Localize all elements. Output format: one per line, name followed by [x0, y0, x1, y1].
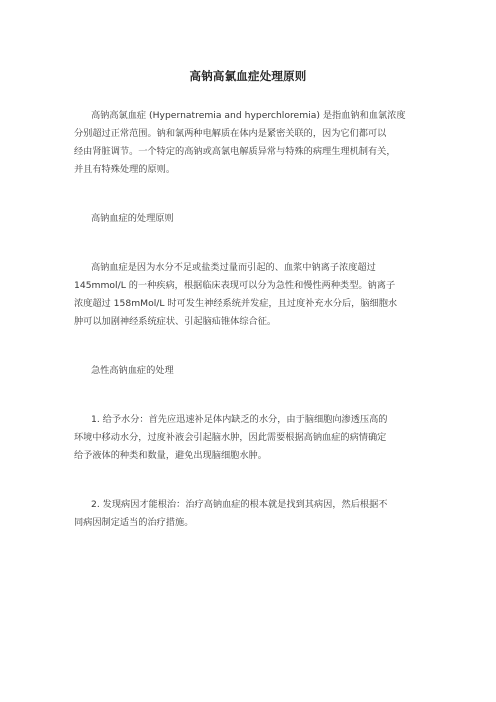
item1-line-1: 1. 给予水分：首先应迅速补足体内缺乏的水分，由于脑细胞向渗透压高的: [91, 414, 388, 425]
section1-line-4: 肿可以加剧神经系统症状、引起脑疝锥体综合征。: [74, 316, 277, 327]
intro-line-3: 经由肾脏调节。一个特定的高钠或高氯电解质异常与特殊的病理生理机制有关，: [74, 146, 396, 157]
section1-line-2: 145mmol/L 的一种疾病，根据临床表现可以分为急性和慢性两种类型。钠离子: [74, 280, 396, 291]
intro-line-1: 高钠高氯血症 (Hypernatremia and hyperchloremia) 是指血钠和血氯浓度: [91, 110, 406, 121]
item2-line-1: 2. 发现病因才能根治：治疗高钠血症的根本就是找到其病因，然后根据不: [91, 499, 388, 510]
section1-line-1: 高钠血症是因为水分不足或盐类过量而引起的、血浆中钠离子浓度超过: [91, 262, 376, 273]
item2-line-2: 同病因制定适当的治疗措施。: [74, 517, 194, 528]
document-title: 高钠高氯血症处理原则: [189, 69, 307, 83]
intro-line-2: 分别超过正常范围。钠和氯两种电解质在体内是紧密关联的，因为它们都可以: [74, 128, 387, 139]
section-heading-hypernatremia-principles: 高钠血症的处理原则: [91, 213, 174, 224]
intro-line-4: 并且有特殊处理的原则。: [74, 164, 176, 175]
section-heading-acute-treatment: 急性高钠血症的处理: [91, 365, 174, 376]
item1-line-2: 环境中移动水分，过度补液会引起脑水肿，因此需要根据高钠血症的病情确定: [74, 432, 387, 443]
section1-line-3: 浓度超过 158mMol/L 时可发生神经系统并发症，且过度补充水分后，脑细胞水: [74, 298, 398, 309]
item1-line-3: 给予液体的种类和数量，避免出现脑细胞水肿。: [74, 450, 267, 461]
